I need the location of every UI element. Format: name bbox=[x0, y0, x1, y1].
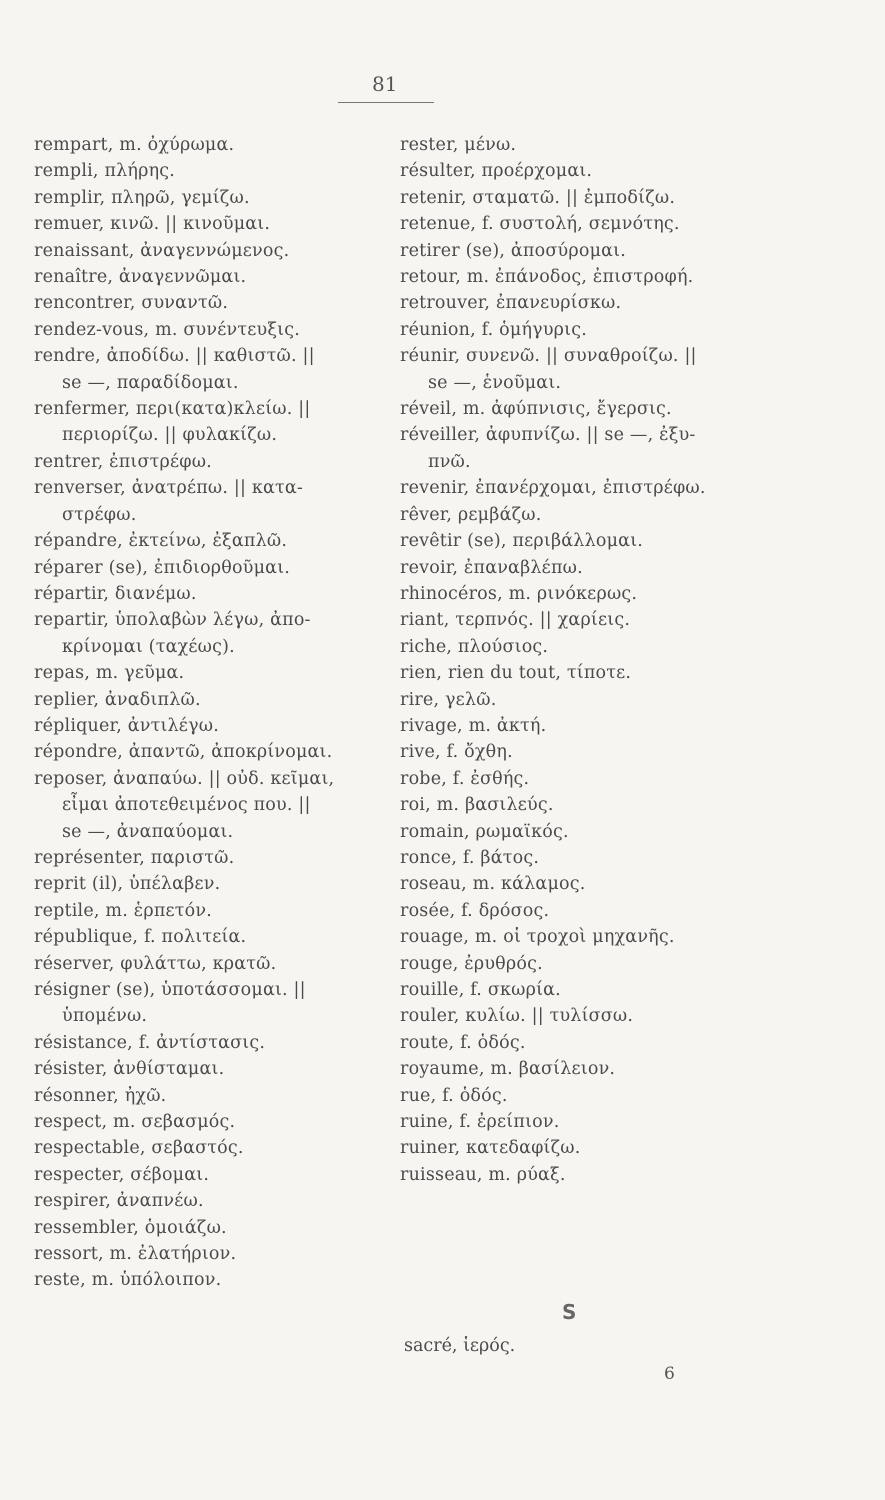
dictionary-entry: rosée, f. δρόσος. bbox=[400, 900, 550, 921]
dictionary-entry: retour, m. ἐπάνοδος, ἐπιστροφή. bbox=[400, 267, 694, 288]
dictionary-entry: retenir, σταματῶ. || ἐμποδίζω. bbox=[400, 187, 676, 208]
entry-continuation: se —, ἀναπαύομαι. bbox=[62, 821, 234, 842]
dictionary-entry: résulter, προέρχομαι. bbox=[400, 161, 593, 182]
dictionary-entry: ruine, f. ἐρείπιον. bbox=[400, 1112, 560, 1133]
dictionary-entry-sacre: sacré, ἱερός. bbox=[404, 1336, 516, 1356]
dictionary-entry: reptile, m. ἑρπετόν. bbox=[34, 900, 213, 921]
dictionary-entry: rempli, πλήρης. bbox=[34, 161, 176, 182]
dictionary-entry: reprit (il), ὑπέλαβεν. bbox=[34, 874, 221, 895]
dictionary-entry: rendre, ἀποδίδω. || καθιστῶ. || bbox=[34, 346, 315, 367]
dictionary-entry: revenir, ἐπανέρχομαι, ἐπιστρέφω. bbox=[400, 478, 706, 499]
dictionary-entry: reposer, ἀναπαύω. || οὐδ. κεῖμαι, bbox=[34, 768, 335, 789]
dictionary-entry: renverser, ἀνατρέπω. || κατα- bbox=[34, 478, 304, 499]
dictionary-entry: renaissant, ἀναγεννώμενος. bbox=[34, 240, 290, 261]
dictionary-entry: respectable, σεβαστός. bbox=[34, 1138, 244, 1159]
dictionary-entry: reste, m. ὑπόλοιπον. bbox=[34, 1270, 222, 1291]
dictionary-entry: retenue, f. συστολή, σεμνότης. bbox=[400, 214, 680, 235]
dictionary-entry: rendez-vous, m. συνέντευξις. bbox=[34, 319, 300, 340]
dictionary-entry: république, f. πολιτεία. bbox=[34, 927, 247, 948]
dictionary-entry: réserver, φυλάττω, κρατῶ. bbox=[34, 953, 277, 974]
dictionary-entry: respecter, σέβομαι. bbox=[34, 1164, 210, 1185]
entry-continuation: στρέφω. bbox=[62, 504, 137, 525]
entry-continuation: πνῶ. bbox=[428, 451, 471, 472]
dictionary-entry: route, f. ὁδός. bbox=[400, 1032, 526, 1053]
dictionary-entry: répondre, ἀπαντῶ, ἀποκρίνομαι. bbox=[34, 742, 333, 763]
dictionary-entry: ronce, f. βάτος. bbox=[400, 847, 540, 868]
dictionary-entry: rive, f. ὄχθη. bbox=[400, 742, 513, 763]
dictionary-entry: rouge, ἐρυθρός. bbox=[400, 953, 543, 974]
dictionary-entry: répliquer, ἀντιλέγω. bbox=[34, 715, 219, 736]
dictionary-entry: renfermer, περι(κατα)κλείω. || bbox=[34, 399, 311, 420]
dictionary-entry: riant, τερπνός. || χαρίεις. bbox=[400, 610, 631, 631]
dictionary-entry: rire, γελῶ. bbox=[400, 689, 497, 710]
dictionary-entry: réparer (se), ἐπιδιορθοῦμαι. bbox=[34, 557, 291, 578]
entry-continuation: se —, ἑνοῦμαι. bbox=[428, 372, 562, 393]
dictionary-entry: répandre, ἐκτείνω, ἐξαπλῶ. bbox=[34, 531, 288, 552]
entry-continuation: ὑπομένω. bbox=[62, 1006, 148, 1027]
section-letter: S bbox=[562, 1300, 577, 1324]
dictionary-entry: rêver, ρεμβάζω. bbox=[400, 504, 542, 525]
dictionary-entry: repas, m. γεῦμα. bbox=[34, 663, 185, 684]
dictionary-entry: ruiner, κατεδαφίζω. bbox=[400, 1138, 581, 1159]
dictionary-entry: réveil, m. ἀφύπνισις, ἔγερσις. bbox=[400, 399, 672, 420]
right-column bbox=[400, 132, 750, 1188]
dictionary-entry: rouille, f. σκωρία. bbox=[400, 980, 561, 1000]
entry-continuation: κρίνομαι (ταχέως). bbox=[62, 636, 235, 657]
dictionary-entry: réveiller, ἀφυπνίζω. || se —, ἐξυ- bbox=[400, 425, 696, 446]
dictionary-entry: remplir, πληρῶ, γεμίζω. bbox=[34, 187, 250, 208]
dictionary-entry: replier, ἀναδιπλῶ. bbox=[34, 689, 201, 710]
dictionary-entry: résister, ἀνθίσταμαι. bbox=[34, 1059, 225, 1080]
dictionary-entry: rivage, m. ἀκτή. bbox=[400, 715, 547, 736]
dictionary-entry: remuer, κινῶ. || κινοῦμαι. bbox=[34, 214, 271, 235]
dictionary-entry: retrouver, ἐπανευρίσκω. bbox=[400, 293, 622, 314]
dictionary-entry: respect, m. σεβασμός. bbox=[34, 1112, 236, 1133]
signature-mark: 6 bbox=[664, 1364, 675, 1384]
dictionary-entry: rentrer, ἐπιστρέφω. bbox=[34, 451, 212, 472]
dictionary-entry: rue, f. ὁδός. bbox=[400, 1085, 508, 1106]
dictionary-entry: ruisseau, m. ρύαξ. bbox=[400, 1164, 566, 1185]
dictionary-entry: résonner, ἠχῶ. bbox=[34, 1085, 167, 1106]
entry-continuation: περιορίζω. || φυλακίζω. bbox=[62, 425, 278, 446]
dictionary-entry: rempart, m. ὀχύρωμα. bbox=[34, 135, 235, 155]
page-number: 81 bbox=[372, 72, 398, 96]
dictionary-entry: rouage, m. οἱ τροχοὶ μηχανῆς. bbox=[400, 927, 675, 948]
entry-continuation: se —, παραδίδομαι. bbox=[62, 372, 239, 393]
dictionary-entry: retirer (se), ἀποσύρομαι. bbox=[400, 240, 626, 261]
dictionary-entry: repartir, ὑπολαβὼν λέγω, ἀπο- bbox=[34, 610, 311, 631]
dictionary-entry: réunion, f. ὁμήγυρις. bbox=[400, 319, 587, 340]
dictionary-entry: résigner (se), ὑποτάσσομαι. || bbox=[34, 980, 306, 1000]
dictionary-entry: renaître, ἀναγεννῶμαι. bbox=[34, 267, 247, 288]
dictionary-entry: roi, m. βασιλεύς. bbox=[400, 795, 554, 816]
dictionary-entry: royaume, m. βασίλειον. bbox=[400, 1059, 616, 1080]
dictionary-entry: représenter, παριστῶ. bbox=[34, 847, 235, 868]
dictionary-entry: rester, μένω. bbox=[400, 135, 517, 155]
dictionary-entry: rouler, κυλίω. || τυλίσσω. bbox=[400, 1006, 634, 1027]
dictionary-entry: riche, πλούσιος. bbox=[400, 636, 549, 657]
dictionary-entry: réunir, συνενῶ. || συναθροίζω. || bbox=[400, 346, 697, 367]
dictionary-entry: résistance, f. ἀντίστασις. bbox=[34, 1032, 266, 1053]
entry-continuation: εἶμαι ἀποτεθειμένος που. || bbox=[62, 795, 311, 816]
dictionary-entry: répartir, διανέμω. bbox=[34, 583, 197, 604]
dictionary-entry: revêtir (se), περιβάλλομαι. bbox=[400, 531, 644, 552]
dictionary-entry: romain, ρωμαϊκός. bbox=[400, 821, 569, 842]
dictionary-entry: revoir, ἐπαναβλέπω. bbox=[400, 557, 583, 578]
dictionary-entry: rien, rien du tout, τίποτε. bbox=[400, 663, 632, 684]
dictionary-entry: roseau, m. κάλαμος. bbox=[400, 874, 586, 895]
left-column bbox=[34, 132, 379, 1294]
dictionary-entry: rhinocéros, m. ρινόκερως. bbox=[400, 583, 638, 604]
dictionary-entry: rencontrer, συναντῶ. bbox=[34, 293, 229, 314]
dictionary-entry: ressort, m. ἐλατήριον. bbox=[34, 1244, 237, 1265]
dictionary-entry: ressembler, ὁμοιάζω. bbox=[34, 1217, 227, 1238]
header-rule bbox=[338, 102, 434, 103]
dictionary-entry: respirer, ἀναπνέω. bbox=[34, 1191, 204, 1212]
dictionary-entry: robe, f. ἐσθής. bbox=[400, 768, 530, 789]
